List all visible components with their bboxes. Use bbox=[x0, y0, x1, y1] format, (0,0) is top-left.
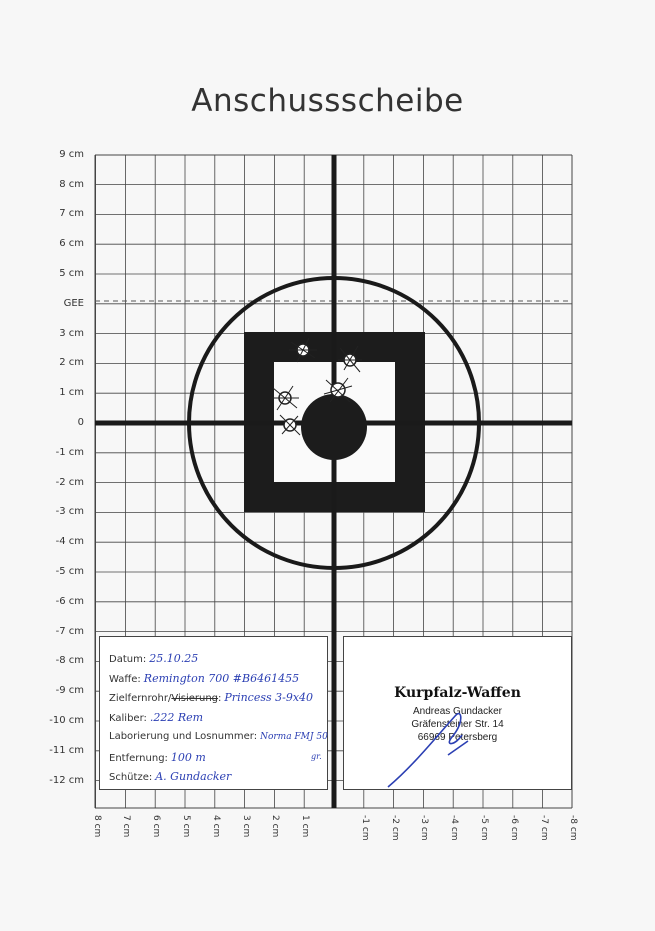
entfernung-row bbox=[109, 751, 206, 764]
x-axis-label: -1 cm bbox=[359, 815, 370, 841]
y-axis-label: -9 cm bbox=[55, 685, 84, 697]
y-axis-label: 8 cm bbox=[59, 178, 84, 190]
y-axis-label: 9 cm bbox=[59, 148, 84, 160]
x-axis-label: 3 cm bbox=[240, 815, 251, 838]
datum-row bbox=[109, 652, 198, 665]
laborierung-label: Laborierung und Losnummer: bbox=[109, 731, 258, 742]
signature bbox=[344, 637, 573, 791]
x-axis-label: -7 cm bbox=[538, 815, 549, 841]
y-axis-label: 1 cm bbox=[59, 387, 84, 399]
laborierung-note: gr. bbox=[311, 752, 322, 761]
y-axis-label: -12 cm bbox=[49, 774, 84, 786]
zielfernrohr-row: Zielfernrohr/Visierung: Princess 3-9x40 bbox=[109, 691, 314, 704]
x-axis-label: 5 cm bbox=[181, 815, 191, 838]
waffe-label: Waffe: bbox=[109, 674, 141, 685]
y-axis-label: -8 cm bbox=[55, 655, 84, 667]
zielfernrohr-label: Zielfernrohr/ bbox=[109, 693, 172, 704]
zielfernrohr-value: Princess 3-9x40 bbox=[224, 691, 314, 704]
y-axis-label: 6 cm bbox=[59, 238, 84, 250]
kaliber-value: .222 Rem bbox=[149, 711, 204, 724]
dealer-stamp-box bbox=[343, 636, 572, 790]
y-axis-label: -3 cm bbox=[55, 506, 84, 518]
dealer-city: 66969 Petersberg bbox=[417, 732, 498, 743]
x-axis-label: 8 cm bbox=[91, 815, 102, 838]
dealer-name: Kurpfalz-Waffen bbox=[394, 685, 521, 701]
bullseye-dot bbox=[301, 394, 367, 460]
y-axis-label: -11 cm bbox=[49, 744, 84, 756]
x-axis-label: -3 cm bbox=[419, 815, 430, 841]
shot-info-box bbox=[99, 636, 328, 790]
y-axis-label: 0 bbox=[77, 417, 84, 428]
x-axis-label: -4 cm bbox=[449, 815, 460, 841]
y-axis-label: -4 cm bbox=[55, 536, 84, 548]
entfernung-value: 100 m bbox=[170, 751, 206, 764]
y-axis-label: 3 cm bbox=[59, 327, 84, 339]
kaliber-label: Kaliber: bbox=[109, 713, 147, 724]
visierung-label: Visierung bbox=[171, 693, 219, 704]
y-axis-label: 7 cm bbox=[59, 208, 84, 220]
x-axis-label: 4 cm bbox=[210, 815, 221, 838]
laborierung-value: Norma FMJ 50 bbox=[260, 732, 328, 742]
y-axis-label: -10 cm bbox=[49, 715, 84, 726]
y-axis-label: -5 cm bbox=[55, 566, 84, 577]
x-axis-label: -6 cm bbox=[508, 815, 519, 841]
y-axis-label: -2 cm bbox=[55, 476, 84, 488]
laborierung-row bbox=[109, 731, 328, 742]
y-axis-label: 5 cm bbox=[59, 268, 84, 279]
schuetze-value: A. Gundacker bbox=[155, 770, 232, 783]
schuetze-label: Schütze: bbox=[109, 772, 153, 783]
y-axis-label: 2 cm bbox=[59, 357, 84, 369]
y-axis-label: -1 cm bbox=[55, 446, 84, 458]
waffe-row bbox=[109, 672, 299, 685]
y-axis-label: -6 cm bbox=[55, 595, 84, 607]
y-axis-label: -7 cm bbox=[55, 625, 84, 637]
y-axis-label: GEE bbox=[63, 297, 84, 309]
x-axis-label: 1 cm bbox=[300, 815, 311, 838]
dealer-street: Gräfensteiner Str. 14 bbox=[411, 719, 504, 730]
x-axis-label: -8 cm bbox=[568, 815, 579, 841]
datum-label: Datum: bbox=[109, 654, 147, 665]
dealer-contact: Andreas Gundacker bbox=[413, 706, 502, 717]
x-axis-label: 2 cm bbox=[270, 815, 281, 838]
entfernung-label: Entfernung: bbox=[109, 753, 168, 764]
schuetze-row bbox=[109, 770, 231, 783]
x-axis-label: -2 cm bbox=[389, 815, 400, 841]
waffe-value: Remington 700 #B6461455 bbox=[143, 672, 300, 685]
kaliber-row bbox=[109, 711, 203, 724]
x-axis-label: 6 cm bbox=[151, 815, 162, 838]
datum-value: 25.10.25 bbox=[149, 652, 199, 665]
x-axis-label: 7 cm bbox=[121, 815, 132, 838]
page-title: Anschussscheibe bbox=[191, 83, 464, 119]
x-axis-label: -5 cm bbox=[479, 815, 489, 841]
